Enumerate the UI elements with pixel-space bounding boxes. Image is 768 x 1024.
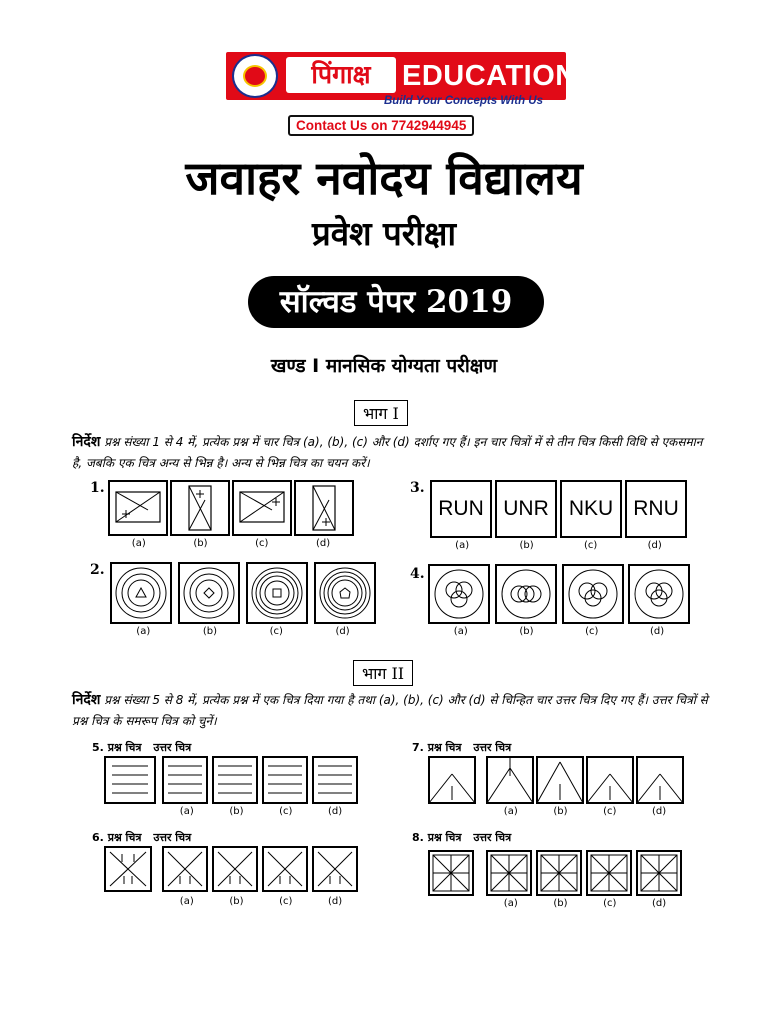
q8-figure-b <box>537 851 581 895</box>
q2-option-labels <box>110 626 376 637</box>
option-d-label: (d) <box>335 626 350 637</box>
q4-figure-c <box>563 565 623 623</box>
option-c-label: (c) <box>279 896 293 907</box>
question-6-figures <box>104 846 360 894</box>
q6-figure-d <box>313 847 357 891</box>
option-a-label: (a) <box>503 806 518 817</box>
q6-option-labels <box>162 896 360 907</box>
q6-question-figure <box>105 847 151 891</box>
q5-header <box>92 740 191 755</box>
solved-paper-banner: सॉल्वड पेपर 2019 <box>248 276 544 328</box>
direction-label: निर्देश <box>72 692 101 708</box>
question-8-figures <box>428 850 684 898</box>
option-c-label: (c) <box>585 626 599 637</box>
q8-figure-c <box>587 851 631 895</box>
direction-text: प्रश्न संख्या 1 से 4 में, प्रत्येक प्रश्न में चार चित्र (a), (b), (c) और (d) दर्शाए गए हैं। इन चार चित्रों में से तीन चित्र किसी विधि से एकसमान है, जबकि एक चित्र अन्य से भिन्न है। अन्य से भिन्न चित्र का चयन करें। <box>72 435 703 470</box>
q3-figure-b: UNR <box>495 480 557 538</box>
direction-label: निर्देश <box>72 434 101 450</box>
q5-figure-a <box>163 757 207 803</box>
question-5-figures <box>104 756 360 806</box>
option-a-label: (a) <box>503 898 518 909</box>
q1-option-labels <box>108 538 354 549</box>
q1-figure-d <box>295 481 353 535</box>
q5-question-label: प्रश्न चित्र <box>107 741 142 754</box>
q8-figure-d <box>637 851 681 895</box>
option-a-label: (a) <box>136 626 151 637</box>
q4-option-labels <box>428 626 690 637</box>
option-b-label: (b) <box>229 806 244 817</box>
option-b-label: (b) <box>553 806 568 817</box>
option-a-label: (a) <box>131 538 146 549</box>
option-b-label: (b) <box>519 626 534 637</box>
brand-english: EDUCATION <box>402 60 577 92</box>
option-c-label: (c) <box>269 626 283 637</box>
q7-figure-a <box>487 757 533 803</box>
q8-answer-label: उत्तर चित्र <box>473 831 512 844</box>
option-b-label: (b) <box>553 898 568 909</box>
q7-figure-b <box>537 757 583 803</box>
option-d-label: (d) <box>652 806 667 817</box>
page-subtitle: प्रवेश परीक्षा <box>311 214 457 253</box>
option-a-label: (a) <box>455 540 470 551</box>
q2-figure-a <box>111 563 171 623</box>
part-1-label: भाग I <box>354 400 408 426</box>
q6-answer-label: उत्तर चित्र <box>153 831 192 844</box>
question-4-number: 4. <box>410 566 425 582</box>
option-d-label: (d) <box>328 806 343 817</box>
brand-emblem-icon <box>232 54 278 98</box>
option-a-label: (a) <box>453 626 468 637</box>
q8-header <box>412 830 511 845</box>
option-a-label: (a) <box>179 896 194 907</box>
option-c-label: (c) <box>279 806 293 817</box>
q6-figure-b <box>213 847 257 891</box>
tagline: Build Your Concepts With Us <box>384 95 543 107</box>
q1-figure-c <box>233 481 291 535</box>
option-b-label: (b) <box>193 538 208 549</box>
question-7-number: 7. <box>412 741 424 754</box>
q7-figure-d <box>637 757 683 803</box>
q2-figure-c <box>247 563 307 623</box>
q3-figure-c: NKU <box>560 480 622 538</box>
q5-answer-label: उत्तर चित्र <box>153 741 192 754</box>
q4-figure-d <box>629 565 689 623</box>
q6-header <box>92 830 191 845</box>
brand-hindi: पिंगाक्ष <box>286 57 396 93</box>
q8-question-label: प्रश्न चित्र <box>427 831 462 844</box>
q5-question-figure <box>105 757 155 803</box>
q4-figure-b <box>496 565 556 623</box>
q5-figure-d <box>313 757 357 803</box>
q5-figure-c <box>263 757 307 803</box>
option-d-label: (d) <box>316 538 331 549</box>
question-3-number: 3. <box>410 480 425 496</box>
q5-figure-b <box>213 757 257 803</box>
q1-figure-b <box>171 481 229 535</box>
part-2-directions <box>72 690 712 732</box>
contact-info: Contact Us on 7742944945 <box>288 115 474 136</box>
q7-question-figure <box>429 757 475 803</box>
option-c-label: (c) <box>603 806 617 817</box>
question-2-figures <box>110 562 376 626</box>
q1-figure-a <box>109 481 167 535</box>
question-4-figures <box>428 564 690 626</box>
q6-question-label: प्रश्न चित्र <box>107 831 142 844</box>
q3-figure-a: RUN <box>430 480 492 538</box>
brand-logo <box>226 52 577 100</box>
q6-figure-a <box>163 847 207 891</box>
part-1-directions <box>72 432 712 474</box>
q3-figure-d: RNU <box>625 480 687 538</box>
page-title: जवाहर नवोदय विद्यालय <box>185 151 583 205</box>
option-b-label: (b) <box>202 626 217 637</box>
question-7-figures <box>428 756 684 806</box>
part-2-label: भाग II <box>353 660 413 686</box>
question-8-number: 8. <box>412 831 424 844</box>
option-d-label: (d) <box>647 540 662 551</box>
option-b-label: (b) <box>519 540 534 551</box>
q5-option-labels <box>162 806 360 817</box>
q7-question-label: प्रश्न चित्र <box>427 741 462 754</box>
q8-figure-a <box>487 851 531 895</box>
question-2-number: 2. <box>90 562 105 578</box>
option-d-label: (d) <box>652 898 667 909</box>
q7-answer-label: उत्तर चित्र <box>473 741 512 754</box>
option-d-label: (d) <box>650 626 665 637</box>
question-5-number: 5. <box>92 741 104 754</box>
q8-question-figure <box>429 851 473 895</box>
option-a-label: (a) <box>179 806 194 817</box>
option-c-label: (c) <box>603 898 617 909</box>
option-b-label: (b) <box>229 896 244 907</box>
question-1-number: 1. <box>90 480 105 496</box>
q3-option-labels <box>430 540 687 551</box>
q7-figure-c <box>587 757 633 803</box>
question-6-number: 6. <box>92 831 104 844</box>
q2-figure-b <box>179 563 239 623</box>
option-c-label: (c) <box>583 540 598 551</box>
q7-option-labels <box>486 806 684 817</box>
section-heading: खण्ड I मानसिक योग्यता परीक्षण <box>270 355 498 377</box>
option-d-label: (d) <box>328 896 343 907</box>
q7-header <box>412 740 511 755</box>
q4-figure-a <box>429 565 489 623</box>
q6-figure-c <box>263 847 307 891</box>
direction-text: प्रश्न संख्या 5 से 8 में, प्रत्येक प्रश्न में एक चित्र दिया गया है तथा (a), (b), (c) और (d) से चिन्हित चार उत्तर चित्र दिए गए हैं। उत्तर चित्रों से प्रश्न चित्र के समरूप चित्र को चुनें। <box>72 693 708 728</box>
option-c-label: (c) <box>255 538 269 549</box>
q2-figure-d <box>315 563 375 623</box>
q8-option-labels <box>486 898 684 909</box>
